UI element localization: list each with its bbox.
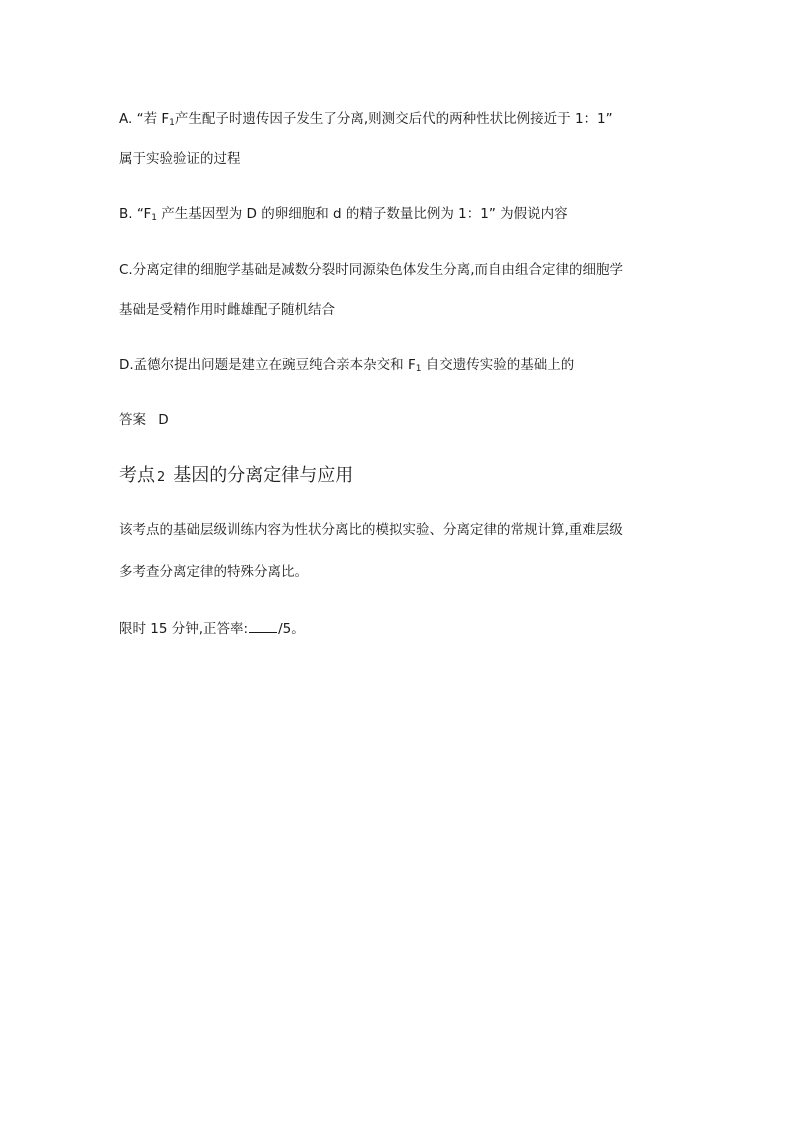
option-b-text-end: 产生基因型为 D 的卵细胞和 d 的精子数量比例为 1：1” 为假说内容	[156, 206, 568, 222]
section-prefix: 考点	[119, 465, 155, 486]
option-a-label: A.	[119, 111, 133, 127]
timer-line	[119, 620, 305, 638]
option-d-line	[119, 356, 574, 374]
option-a-subscript: 1	[169, 118, 175, 128]
option-b-line	[119, 205, 568, 223]
option-a-text-start: “若 F	[136, 111, 170, 127]
timer-text-start: 限时 15 分钟,正答率:	[119, 621, 249, 637]
section-heading	[119, 464, 353, 490]
timer-text-end: /5。	[278, 621, 305, 637]
option-a-line-1	[119, 110, 613, 128]
option-d-text-end: 自交遗传实验的基础上的	[421, 357, 575, 373]
intro-line-1: 该考点的基础层级训练内容为性状分离比的模拟实验、分离定律的常规计算,重难层级	[119, 522, 623, 538]
option-b-subscript: 1	[151, 213, 157, 223]
score-blank	[249, 620, 277, 633]
answer-line	[119, 411, 169, 429]
option-d-text-start: D.孟德尔提出问题是建立在豌豆纯合亲本杂交和 F	[119, 357, 416, 373]
option-a-line-2: 属于实验验证的过程	[119, 151, 241, 167]
option-a-text-end: 产生配子时遗传因子发生了分离,则测交后代的两种性状比例接近于 1：1”	[174, 111, 613, 127]
section-title: 基因的分离定律与应用	[173, 465, 354, 486]
answer-value: D	[158, 412, 169, 428]
option-d-subscript: 1	[415, 364, 422, 374]
answer-label: 答案	[119, 412, 146, 428]
option-c-line-1: C.分离定律的细胞学基础是减数分裂时同源染色体发生分离,而自由组合定律的细胞学	[119, 262, 624, 278]
section-number: 2	[157, 470, 166, 485]
option-b-text-start: “F	[136, 206, 152, 222]
option-b-label: B.	[119, 206, 133, 222]
intro-line-2: 多考查分离定律的特殊分离比。	[119, 564, 308, 580]
option-c-line-2: 基础是受精作用时雌雄配子随机结合	[119, 302, 335, 318]
